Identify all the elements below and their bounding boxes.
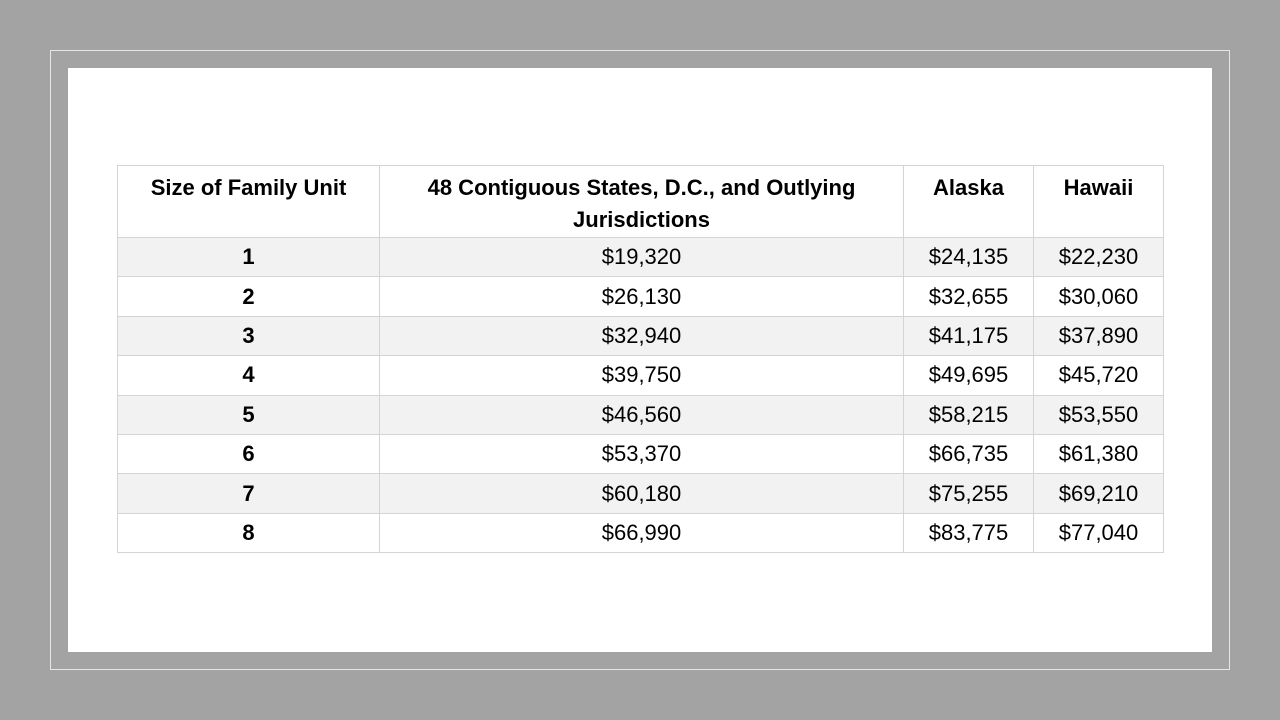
alaska-cell: $49,695 <box>904 356 1034 395</box>
family-size-cell: 8 <box>118 513 380 552</box>
hawaii-cell: $61,380 <box>1034 434 1164 473</box>
contiguous-states-cell: $46,560 <box>380 395 904 434</box>
table-row <box>118 474 1164 513</box>
hawaii-cell: $69,210 <box>1034 474 1164 513</box>
table-row <box>118 316 1164 355</box>
hawaii-cell: $77,040 <box>1034 513 1164 552</box>
table-row <box>118 513 1164 552</box>
family-size-cell: 7 <box>118 474 380 513</box>
table-header-row <box>118 166 1164 238</box>
alaska-cell: $75,255 <box>904 474 1034 513</box>
hawaii-cell: $45,720 <box>1034 356 1164 395</box>
header-hawaii: Hawaii <box>1034 166 1164 238</box>
hawaii-cell: $22,230 <box>1034 238 1164 277</box>
header-alaska: Alaska <box>904 166 1034 238</box>
hawaii-cell: $30,060 <box>1034 277 1164 316</box>
table-row <box>118 277 1164 316</box>
family-size-cell: 5 <box>118 395 380 434</box>
table-row <box>118 356 1164 395</box>
table-row <box>118 434 1164 473</box>
contiguous-states-cell: $19,320 <box>380 238 904 277</box>
family-size-cell: 2 <box>118 277 380 316</box>
alaska-cell: $32,655 <box>904 277 1034 316</box>
alaska-cell: $41,175 <box>904 316 1034 355</box>
alaska-cell: $83,775 <box>904 513 1034 552</box>
poverty-guidelines-table <box>117 165 1164 553</box>
slide <box>68 68 1212 652</box>
alaska-cell: $66,735 <box>904 434 1034 473</box>
contiguous-states-cell: $32,940 <box>380 316 904 355</box>
family-size-cell: 6 <box>118 434 380 473</box>
header-size-of-family-unit: Size of Family Unit <box>118 166 380 238</box>
contiguous-states-cell: $39,750 <box>380 356 904 395</box>
alaska-cell: $24,135 <box>904 238 1034 277</box>
hawaii-cell: $53,550 <box>1034 395 1164 434</box>
table-row <box>118 395 1164 434</box>
family-size-cell: 1 <box>118 238 380 277</box>
table-row <box>118 238 1164 277</box>
header-contiguous-states: 48 Contiguous States, D.C., and Outlying Jurisdictions <box>380 166 904 238</box>
contiguous-states-cell: $26,130 <box>380 277 904 316</box>
contiguous-states-cell: $60,180 <box>380 474 904 513</box>
family-size-cell: 4 <box>118 356 380 395</box>
hawaii-cell: $37,890 <box>1034 316 1164 355</box>
contiguous-states-cell: $66,990 <box>380 513 904 552</box>
alaska-cell: $58,215 <box>904 395 1034 434</box>
family-size-cell: 3 <box>118 316 380 355</box>
contiguous-states-cell: $53,370 <box>380 434 904 473</box>
